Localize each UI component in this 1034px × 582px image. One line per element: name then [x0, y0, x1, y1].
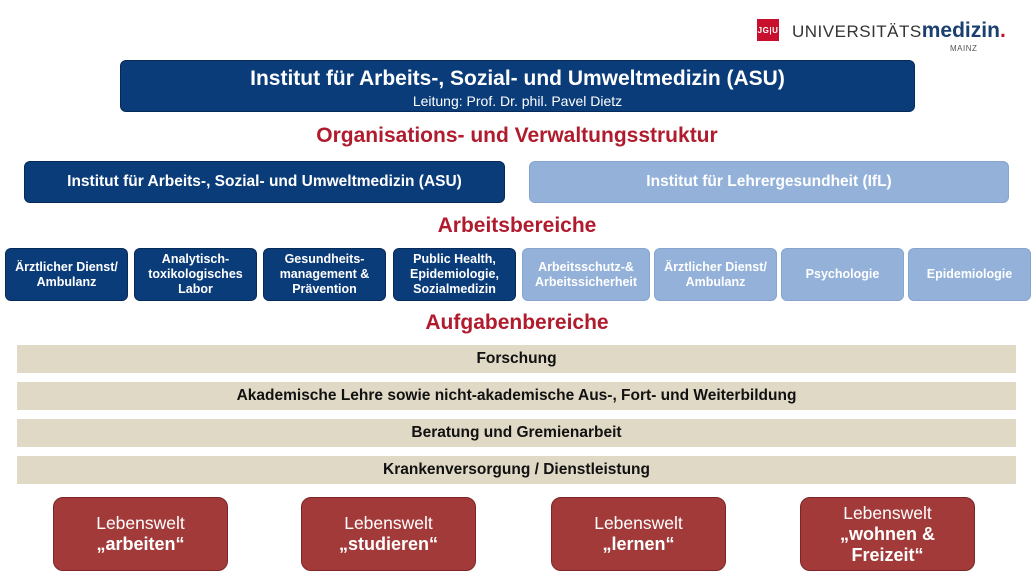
institute-ifl-box: Institut für Lehrergesundheit (IfL): [529, 161, 1009, 203]
institute-header: [120, 60, 915, 112]
jgu-logo-mark: JG|U: [757, 19, 779, 41]
universitaetsmedizin-logo: [792, 19, 1006, 43]
lebenswelt-label: Lebenswelt: [96, 513, 185, 533]
logo-text-dot: .: [999, 19, 1006, 42]
area-psychologie: Psychologie: [781, 248, 904, 301]
lebenswelt-lernen: [551, 497, 726, 571]
task-beratung: Beratung und Gremienarbeit: [17, 419, 1016, 447]
lebenswelt-quote: „wohnen & Freizeit“: [840, 523, 935, 565]
area-aerztlicher-dienst-asu: Ärztlicher Dienst/ Ambulanz: [5, 248, 128, 301]
lebenswelt-label: Lebenswelt: [843, 502, 932, 523]
section-title-organisation: Organisations- und Verwaltungsstruktur: [316, 124, 718, 147]
area-aerztlicher-dienst-ifl: Ärztlicher Dienst/ Ambulanz: [654, 248, 777, 301]
lebenswelt-quote: „studieren“: [338, 534, 439, 554]
lebenswelt-arbeiten: [53, 497, 228, 571]
area-arbeitsschutz: Arbeitsschutz-& Arbeitssicherheit: [522, 248, 650, 301]
area-epidemiologie: Epidemiologie: [908, 248, 1031, 301]
header-title: Institut für Arbeits-, Sozial- und Umweltmedizin (ASU): [250, 67, 785, 90]
section-title-arbeitsbereiche: Arbeitsbereiche: [437, 214, 597, 237]
area-public-health: Public Health, Epidemiologie, Sozialmedizin: [393, 248, 516, 301]
header-subtitle: Leitung: Prof. Dr. phil. Pavel Dietz: [412, 93, 623, 109]
institute-asu-box: Institut für Arbeits-, Sozial- und Umweltmedizin (ASU): [24, 161, 505, 203]
lebenswelt-quote: „lernen“: [602, 534, 675, 554]
task-lehre: Akademische Lehre sowie nicht-akademische Aus-, Fort- und Weiterbildung: [17, 382, 1016, 410]
logo-subtitle: MAINZ: [950, 44, 978, 53]
lebenswelt-quote: „arbeiten“: [96, 534, 185, 554]
task-forschung: Forschung: [17, 345, 1016, 373]
section-title-aufgabenbereiche: Aufgabenbereiche: [425, 311, 609, 334]
area-gesundheitsmanagement: Gesundheits-management & Prävention: [263, 248, 386, 301]
task-krankenversorgung: Krankenversorgung / Dienstleistung: [17, 456, 1016, 484]
lebenswelt-wohnen-freizeit: [800, 497, 975, 571]
lebenswelt-label: Lebenswelt: [344, 513, 433, 533]
logo-text-regular: UNIVERSITÄTS: [792, 22, 922, 41]
lebenswelt-label: Lebenswelt: [594, 513, 683, 533]
lebenswelt-studieren: [301, 497, 476, 571]
area-analytisch-toxikologisches-labor: Analytisch-toxikologisches Labor: [134, 248, 257, 301]
logo-text-bold: medizin: [921, 19, 1000, 42]
